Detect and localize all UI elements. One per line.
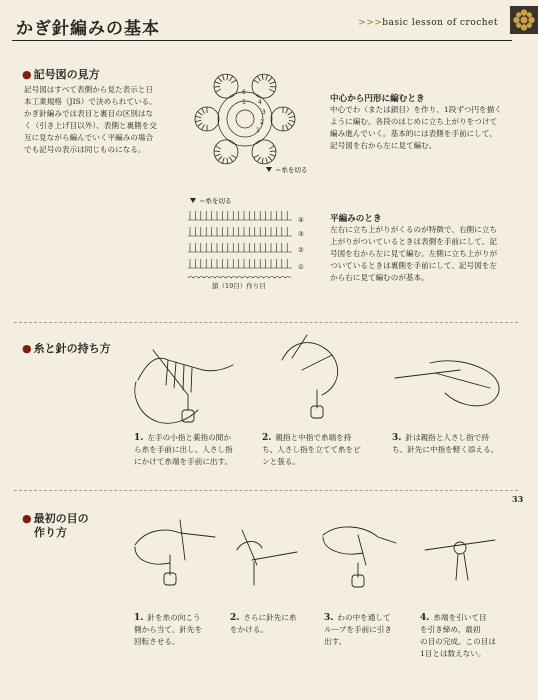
stitch-mark bbox=[266, 158, 268, 164]
svg-text:6: 6 bbox=[242, 89, 246, 96]
svg-text:③: ③ bbox=[298, 230, 304, 238]
symbol-section-heading bbox=[22, 66, 100, 82]
series-label bbox=[358, 18, 498, 28]
stitch-mark bbox=[195, 120, 201, 121]
symbol-body: 記号図はすべて表側から見た表示と日 本工業規格（JIS）で決められている。 かぎ針編みでは表目と裏目の区別はな く（引き上げ目以外）、表側と裏側を交 互に見ながら編んでいく平編みの場合 でも記号の表示は同じものになる。 bbox=[24, 85, 157, 154]
stitch-mark bbox=[254, 80, 259, 83]
page-number: 33 bbox=[512, 494, 524, 504]
emblem-icon bbox=[510, 6, 538, 34]
stitch-mark bbox=[227, 74, 228, 80]
petal-mark bbox=[214, 74, 238, 98]
stitch-mark bbox=[215, 154, 221, 156]
first-step-4: 4. 糸端を引いて目 を引き締め、最初 の目の完成。この目は 1目とは数えない。 bbox=[420, 613, 496, 658]
first-step-1: 1. 針を糸の向こう 側から当て、針先を 回転させる。 bbox=[134, 613, 203, 646]
series-arrows: >>> bbox=[358, 18, 383, 28]
stitch-mark bbox=[231, 80, 236, 83]
stitch-mark bbox=[262, 158, 263, 164]
hand-illustration-1 bbox=[128, 340, 248, 430]
hold-step-3: 3. 針は親指と人さし指で持 ち、針先に中指を軽く添える。 bbox=[392, 433, 499, 454]
svg-text:①: ① bbox=[298, 263, 304, 271]
svg-text:1: 1 bbox=[256, 127, 260, 134]
stitch-mark bbox=[202, 124, 205, 129]
first-step-illustration-1 bbox=[130, 515, 220, 595]
hold-section-heading bbox=[22, 340, 111, 356]
petal-mark bbox=[252, 140, 276, 164]
svg-text:②: ② bbox=[298, 246, 304, 254]
stitch-mark bbox=[222, 158, 224, 164]
stitch-mark bbox=[215, 82, 221, 84]
stitch-mark bbox=[289, 116, 295, 117]
stitch-mark bbox=[288, 123, 293, 127]
hand-illustration-2 bbox=[262, 330, 372, 420]
section-divider bbox=[14, 490, 518, 491]
stitch-mark bbox=[229, 157, 232, 162]
flat-symbol-diagram bbox=[182, 206, 322, 296]
svg-text:2: 2 bbox=[260, 119, 264, 126]
round-symbol-diagram bbox=[190, 64, 300, 174]
stitch-mark bbox=[289, 120, 295, 121]
petal-mark bbox=[214, 140, 238, 164]
first-step-illustration-3 bbox=[318, 515, 398, 595]
stitch-mark bbox=[202, 108, 205, 113]
stitch-mark bbox=[266, 75, 268, 81]
stitch-mark bbox=[222, 75, 224, 81]
hold-heading-text: 糸と針の持ち方 bbox=[33, 342, 111, 355]
petal-mark bbox=[252, 74, 276, 98]
first-step-illustration-2 bbox=[232, 520, 302, 590]
round-legend bbox=[266, 164, 336, 176]
stitch-mark bbox=[218, 156, 222, 160]
svg-text:5: 5 bbox=[242, 99, 246, 106]
stitch-mark bbox=[229, 76, 232, 81]
stitch-mark bbox=[262, 74, 263, 80]
stitch-mark bbox=[257, 157, 260, 162]
series-text: basic lesson of crochet bbox=[382, 18, 498, 28]
stitch-mark bbox=[195, 116, 201, 117]
first-section-heading: ● 最初の目の 作り方 bbox=[22, 512, 89, 539]
stitch-mark bbox=[216, 146, 221, 149]
header-rule bbox=[12, 40, 512, 41]
stitch-mark bbox=[257, 76, 260, 81]
bullet-icon: ● bbox=[22, 342, 32, 355]
round-body: 中心でわ（または鎖目）を作り、1段ずつ円を描く ように編む。各段のはじめに立ち上がりをつけて 編み進んでいく。基本的には表側を手前にして、 記号図を右から左に見て編む。 bbox=[330, 105, 502, 150]
round-heading: 中心から円形に編むとき bbox=[330, 94, 425, 104]
svg-text:鎖（19目）作り目: 鎖（19目）作り目 bbox=[212, 282, 266, 290]
stitch-mark bbox=[286, 108, 289, 113]
first-step-3: 3. わの中を通して ループを手前に引き 出す。 bbox=[324, 613, 392, 646]
stitch-mark bbox=[216, 89, 221, 92]
page-title: かぎ針編みの基本 bbox=[16, 19, 160, 39]
stitch-mark bbox=[270, 82, 276, 84]
svg-text:＝糸を切る: ＝糸を切る bbox=[199, 197, 232, 205]
hold-step-2: 2. 親指と中指で糸端を持 ち、人さし指を立てて糸をピ ンと張る。 bbox=[262, 433, 361, 466]
hold-step-1: 1. 左手の小指と薬指の間か ら糸を手前に出し、人さし指 にかけて糸端を手前に出す。 bbox=[134, 433, 233, 466]
svg-text:④: ④ bbox=[298, 216, 304, 224]
stitch-mark bbox=[288, 112, 293, 116]
stitch-mark bbox=[270, 154, 276, 156]
stitch-mark bbox=[268, 77, 272, 81]
section-divider bbox=[14, 322, 518, 323]
bullet-icon: ● bbox=[22, 512, 32, 525]
first-step-illustration-4 bbox=[420, 530, 500, 590]
stitch-mark bbox=[227, 158, 228, 164]
svg-text:3: 3 bbox=[262, 109, 266, 116]
flat-heading: 平編みのとき bbox=[330, 214, 382, 224]
stitch-mark bbox=[268, 156, 272, 160]
stitch-mark bbox=[231, 155, 236, 158]
flat-body: 左右に立ち上がりがくるのが特徴で、右側に立ち 上がりがついているときは表側を手前にして、記 号図を右から左に見て編む。左側に立ち上がりが ついているときは裏側を手前にして、記号図を左 から右に見て編むのが基本。 bbox=[330, 225, 498, 282]
stitch-mark bbox=[254, 155, 259, 158]
svg-text:＝糸を切る: ＝糸を切る bbox=[275, 166, 308, 174]
stitch-mark bbox=[269, 89, 274, 92]
stitch-mark bbox=[198, 123, 203, 127]
symbol-heading-text: 記号図の見方 bbox=[33, 68, 100, 81]
bullet-icon: ● bbox=[22, 68, 32, 81]
stitch-mark bbox=[198, 112, 203, 116]
hand-illustration-3 bbox=[390, 348, 510, 418]
first-step-2: 2. さらに針先に糸 をかける。 bbox=[230, 613, 297, 634]
svg-text:4: 4 bbox=[258, 99, 262, 106]
stitch-mark bbox=[269, 146, 274, 149]
stitch-mark bbox=[218, 77, 222, 81]
stitch-mark bbox=[286, 124, 289, 129]
chain-row bbox=[188, 277, 291, 279]
